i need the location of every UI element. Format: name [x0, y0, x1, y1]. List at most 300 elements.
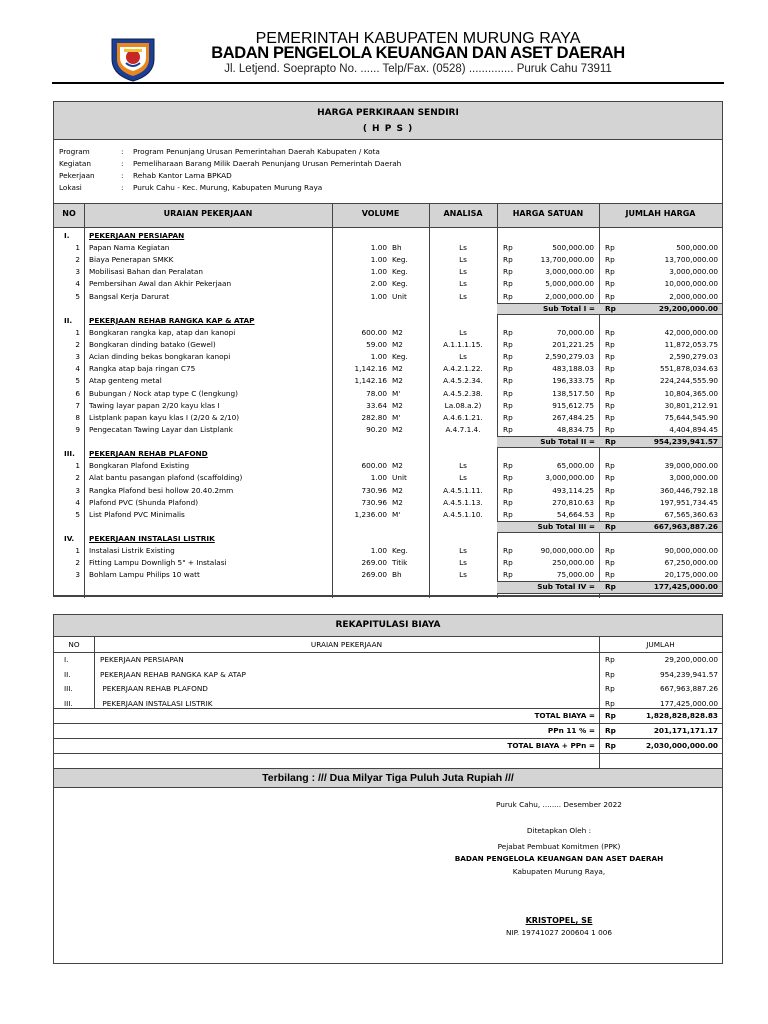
rekap-total-label: PPn 11 % = [547, 726, 595, 735]
terbilang-band [54, 768, 722, 788]
item-unit: M2 [392, 364, 403, 374]
item-price: 915,612.75 [552, 400, 594, 410]
item-price-currency: Rp [503, 461, 513, 471]
item-unit: Keg. [392, 546, 408, 556]
table-row [54, 278, 722, 290]
subtotal-row [54, 436, 722, 448]
item-total-currency: Rp [605, 388, 615, 398]
item-analisa: A.1.1.1.15. [443, 340, 483, 350]
sign-name: KRISTOPEL, SE [525, 916, 593, 925]
info-value: Pemeliharaan Barang Milik Daerah Penunjang Urusan Pemerintah Daerah [133, 159, 402, 168]
item-volume: 730.96 [361, 497, 387, 507]
item-total-currency: Rp [605, 509, 615, 519]
item-price-currency: Rp [503, 546, 513, 556]
item-desc: Pembersihan Awal dan Akhir Pekerjaan [89, 279, 232, 289]
rekap-table [53, 614, 723, 964]
item-no: 1 [75, 546, 80, 556]
table-row [54, 460, 722, 472]
rekap-no: III. [64, 698, 73, 708]
item-no: 7 [75, 400, 80, 410]
item-volume: 1.00 [370, 255, 387, 265]
item-desc: Bongkaran dinding batako (Gewel) [89, 340, 216, 350]
item-volume: 78.00 [366, 388, 387, 398]
item-desc: Bubungan / Nock atap type C (lengkung) [89, 388, 238, 398]
info-colon: : [121, 171, 124, 180]
item-total-currency: Rp [605, 546, 615, 556]
item-total-currency: Rp [605, 497, 615, 507]
table-row [54, 412, 722, 424]
item-price-currency: Rp [503, 388, 513, 398]
item-desc: Bongkaran rangka kap, atap dan kanopi [89, 327, 236, 337]
item-total: 30,801,212.91 [664, 400, 718, 410]
subtotal-row [54, 303, 722, 315]
rekap-amount: 29,200,000.00 [664, 655, 718, 664]
item-total-currency: Rp [605, 340, 615, 350]
item-total: 67,250,000.00 [664, 558, 718, 568]
item-volume: 59.00 [366, 340, 387, 350]
item-desc: Bongkaran Plafond Existing [89, 461, 190, 471]
item-analisa: Ls [459, 352, 467, 362]
rekap-col-header: JUMLAH [646, 640, 675, 649]
item-total: 10,804,365.00 [664, 388, 718, 398]
item-unit: Unit [392, 473, 407, 483]
item-total-currency: Rp [605, 461, 615, 471]
item-volume: 1,142.16 [354, 364, 387, 374]
item-total: 39,000,000.00 [664, 461, 718, 471]
sign-ditetapkan: Ditetapkan Oleh : [526, 826, 592, 835]
item-analisa: A.4.6.1.21. [443, 412, 483, 422]
item-unit: Bh [392, 243, 402, 253]
item-volume: 600.00 [361, 461, 387, 471]
item-price: 500,000.00 [552, 243, 594, 253]
item-price-currency: Rp [503, 558, 513, 568]
info-label: Pekerjaan [59, 171, 95, 180]
item-price: 267,484.25 [552, 412, 594, 422]
item-price: 13,700,000.00 [540, 255, 594, 265]
subtotal-label: Sub Total II = [540, 437, 595, 447]
item-price: 48,834.75 [556, 424, 594, 434]
header-line2: BADAN PENGELOLA KEUANGAN DAN ASET DAERAH [211, 44, 625, 62]
item-total: 3,000,000.00 [669, 267, 718, 277]
item-unit: Keg. [392, 279, 408, 289]
rekap-amount: 954,239,941.57 [659, 669, 718, 679]
item-desc: Atap genteng metal [89, 376, 162, 386]
item-total: 224,244,555.90 [659, 376, 718, 386]
item-price-currency: Rp [503, 424, 513, 434]
item-desc: Mobilisasi Bahan dan Peralatan [89, 267, 204, 277]
item-unit: M2 [392, 400, 403, 410]
item-unit: Titik [392, 558, 408, 568]
item-total-currency: Rp [605, 412, 615, 422]
item-unit: M2 [392, 327, 403, 337]
rekap-row [54, 683, 722, 695]
table-row [54, 291, 722, 303]
table-row [54, 375, 722, 387]
rekap-currency: Rp [605, 655, 615, 664]
info-colon: : [121, 159, 124, 168]
rekap-no: II. [64, 669, 71, 679]
item-no: 4 [75, 364, 80, 374]
item-total: 13,700,000.00 [664, 255, 718, 265]
item-volume: 1,236.00 [354, 509, 387, 519]
item-volume: 1,142.16 [354, 376, 387, 386]
item-total-currency: Rp [605, 243, 615, 253]
item-price-currency: Rp [503, 340, 513, 350]
info-label: Lokasi [59, 183, 82, 192]
item-analisa: A.4.5.1.13. [443, 497, 483, 507]
item-price: 196,333.75 [552, 376, 594, 386]
item-price-currency: Rp [503, 473, 513, 483]
rekap-amount: 667,963,887.26 [659, 684, 718, 693]
item-price-currency: Rp [503, 485, 513, 495]
item-analisa: Ls [459, 461, 467, 471]
rekap-total-currency: Rp [605, 711, 616, 720]
subtotal-currency: Rp [605, 582, 616, 592]
item-volume: 1.00 [370, 546, 387, 556]
item-price-currency: Rp [503, 279, 513, 289]
item-volume: 269.00 [361, 558, 387, 568]
item-price-currency: Rp [503, 570, 513, 580]
item-unit: M2 [392, 340, 403, 350]
item-unit: M2 [392, 497, 403, 507]
item-volume: 1.00 [370, 267, 387, 277]
item-price: 5,000,000.00 [545, 279, 594, 289]
item-total-currency: Rp [605, 291, 615, 301]
subtotal-label: Sub Total I = [542, 303, 595, 313]
item-total: 3,000,000.00 [669, 473, 718, 483]
item-total: 11,872,053.75 [664, 340, 718, 350]
item-volume: 1.00 [370, 243, 387, 253]
item-price: 270,810.63 [552, 497, 594, 507]
subtotal-currency: Rp [605, 303, 616, 313]
item-total: 75,644,545.90 [664, 412, 718, 422]
hps-table [53, 101, 723, 597]
item-no: 2 [75, 255, 80, 265]
item-price-currency: Rp [503, 352, 513, 362]
rekap-total-amount: 2,030,000,000.00 [645, 741, 718, 750]
item-total: 360,446,792.18 [659, 485, 718, 495]
item-analisa: A.4.7.1.4. [445, 424, 481, 434]
rekap-desc: PEKERJAAN REHAB PLAFOND [100, 684, 208, 693]
header-address: Jl. Letjend. Soeprapto No. ...... Telp/Fax. (0528) .............. Puruk Cahu 73911 [224, 63, 612, 75]
item-analisa: Ls [459, 279, 467, 289]
table-row [54, 424, 722, 436]
info-value: Puruk Cahu - Kec. Murung, Kabupaten Murung Raya [133, 183, 323, 192]
item-analisa: Ls [459, 558, 467, 568]
table-row [54, 557, 722, 569]
item-desc: Bohlam Lampu Philips 10 watt [89, 570, 200, 580]
item-price: 493,114.25 [552, 485, 594, 495]
item-desc: Tawing layar papan 2/20 kayu klas I [89, 400, 220, 410]
subtotal-amount: 177,425,000.00 [653, 582, 718, 592]
item-desc: Biaya Penerapan SMKK [89, 255, 174, 265]
item-analisa: Ls [459, 327, 467, 337]
table-row [54, 569, 722, 581]
item-no: 8 [75, 412, 80, 422]
item-analisa: Ls [459, 570, 467, 580]
item-analisa: Ls [459, 546, 467, 556]
item-volume: 90.20 [366, 424, 387, 434]
item-unit: Bh [392, 570, 402, 580]
item-unit: M' [392, 509, 401, 519]
item-total-currency: Rp [605, 255, 615, 265]
item-no: 2 [75, 558, 80, 568]
rekap-currency: Rp [605, 698, 615, 708]
info-value: Program Penunjang Urusan Pemerintahan Daerah Kabupaten / Kota [133, 147, 380, 156]
rekap-desc: PEKERJAAN PERSIAPAN [100, 655, 184, 664]
item-price-currency: Rp [503, 497, 513, 507]
item-analisa: A.4.5.2.38. [443, 388, 483, 398]
item-no: 3 [75, 267, 80, 277]
rekap-total-amount: 1,828,828,828.83 [645, 711, 718, 720]
table-row [54, 400, 722, 412]
rekap-total-label: TOTAL BIAYA = [534, 711, 595, 720]
item-no: 4 [75, 497, 80, 507]
item-total-currency: Rp [605, 376, 615, 386]
item-price-currency: Rp [503, 291, 513, 301]
item-total-currency: Rp [605, 327, 615, 337]
hps-col-header: NO [62, 209, 76, 218]
item-unit: Keg. [392, 352, 408, 362]
item-price: 201,221.25 [552, 340, 594, 350]
subtotal-label: Sub Total IV = [537, 582, 595, 592]
item-desc: Alat bantu pasangan plafond (scaffolding) [89, 473, 243, 483]
item-total-currency: Rp [605, 424, 615, 434]
item-total-currency: Rp [605, 558, 615, 568]
table-row [54, 242, 722, 254]
table-row [54, 545, 722, 557]
item-desc: Acian dinding bekas bongkaran kanopi [89, 352, 231, 362]
header-divider [52, 82, 724, 84]
section-title: PEKERJAAN INSTALASI LISTRIK [89, 534, 215, 543]
item-price: 2,590,279.03 [545, 352, 594, 362]
rekap-amount: 177,425,000.00 [659, 698, 718, 708]
item-total: 197,951,734.45 [659, 497, 718, 507]
item-no: 1 [75, 327, 80, 337]
section-roman: I. [64, 231, 70, 240]
item-price-currency: Rp [503, 509, 513, 519]
item-no: 5 [75, 376, 80, 386]
item-price-currency: Rp [503, 267, 513, 277]
item-desc: List Plafond PVC Minimalis [89, 509, 185, 519]
item-unit: Keg. [392, 255, 408, 265]
hps-title: HARGA PERKIRAAN SENDIRI [317, 108, 459, 118]
item-total-currency: Rp [605, 364, 615, 374]
section-header [54, 230, 722, 242]
item-no: 6 [75, 388, 80, 398]
terbilang-text: Terbilang : /// Dua Milyar Tiga Puluh Juta Rupiah /// [262, 772, 514, 784]
item-price-currency: Rp [503, 412, 513, 422]
item-total: 2,590,279.03 [669, 352, 718, 362]
hps-title-band [54, 102, 722, 140]
item-no: 4 [75, 279, 80, 289]
rekap-total-row [54, 710, 722, 722]
item-no: 5 [75, 291, 80, 301]
section-roman: IV. [64, 534, 75, 543]
item-unit: M2 [392, 424, 403, 434]
item-desc: Instalasi Listrik Existing [89, 546, 175, 556]
sign-nip: NIP. 19741027 200604 1 006 [505, 928, 613, 937]
item-total: 42,000,000.00 [664, 327, 718, 337]
section-roman: II. [64, 315, 73, 325]
item-unit: M2 [392, 376, 403, 386]
item-total-currency: Rp [605, 570, 615, 580]
rekap-title: REKAPITULASI BIAYA [335, 620, 441, 630]
table-row [54, 327, 722, 339]
table-row [54, 509, 722, 521]
item-volume: 1.00 [370, 291, 387, 301]
item-unit: M2 [392, 461, 403, 471]
item-no: 3 [75, 352, 80, 362]
item-volume: 600.00 [361, 327, 387, 337]
item-no: 5 [75, 509, 80, 519]
item-total-currency: Rp [605, 485, 615, 495]
item-price: 65,000.00 [556, 461, 594, 471]
table-row [54, 254, 722, 266]
item-unit: M2 [392, 485, 403, 495]
section-title: PEKERJAAN PERSIAPAN [89, 231, 185, 240]
subtotal-row [54, 581, 722, 593]
item-total: 67,565,360.63 [664, 509, 718, 519]
item-volume: 269.00 [361, 570, 387, 580]
item-desc: Listplank papan kayu klas I (2/20 & 2/10) [89, 412, 240, 422]
rekap-currency: Rp [605, 669, 615, 679]
subtotal-label: Sub Total III = [537, 521, 595, 531]
item-analisa: Ls [459, 243, 467, 253]
hps-col-header: HARGA SATUAN [512, 209, 584, 218]
hps-col-header: ANALISA [443, 209, 483, 218]
rekap-no: I. [64, 655, 69, 664]
item-total-currency: Rp [605, 279, 615, 289]
sign-region: Kabupaten Murung Raya, [512, 867, 606, 876]
item-total-currency: Rp [605, 400, 615, 410]
table-row [54, 388, 722, 400]
item-desc: Rangka atap baja ringan C75 [89, 364, 196, 374]
item-desc: Fitting Lampu Downligh 5" + Instalasi [89, 558, 227, 568]
section-header [54, 315, 722, 327]
section-header [54, 448, 722, 460]
item-no: 9 [75, 424, 80, 434]
table-row [54, 351, 722, 363]
rekap-col-header: URAIAN PEKERJAAN [310, 640, 383, 649]
item-total: 90,000,000.00 [664, 546, 718, 556]
info-colon: : [121, 147, 124, 156]
item-volume: 1.00 [370, 352, 387, 362]
section-header [54, 533, 722, 545]
subtotal-currency: Rp [605, 521, 616, 531]
item-desc: Plafond PVC (Shunda Plafond) [89, 497, 199, 507]
rekap-desc: PEKERJAAN INSTALASI LISTRIK [100, 698, 213, 708]
rekap-total-row [54, 740, 722, 752]
item-analisa: A.4.5.1.11. [443, 485, 483, 495]
item-desc: Pengecatan Tawing Layar dan Listplank [89, 424, 233, 434]
item-price: 3,000,000.00 [545, 473, 594, 483]
sign-place-date: Puruk Cahu, ........ Desember 2022 [496, 800, 622, 809]
rekap-total-label: TOTAL BIAYA + PPn = [507, 741, 595, 750]
info-value: Rehab Kantor Lama BPKAD [133, 171, 232, 180]
subtotal-currency: Rp [605, 437, 616, 447]
item-total: 2,000,000.00 [669, 291, 718, 301]
item-price: 70,000.00 [556, 327, 594, 337]
rekap-title-band [54, 615, 722, 637]
subtotal-amount: 29,200,000.00 [658, 303, 718, 313]
item-price-currency: Rp [503, 364, 513, 374]
table-row [54, 363, 722, 375]
table-row [54, 266, 722, 278]
subtotal-amount: 667,963,887.26 [653, 521, 718, 531]
item-unit: M' [392, 388, 401, 398]
header-line1: PEMERINTAH KABUPATEN MURUNG RAYA [255, 30, 581, 47]
table-row [54, 339, 722, 351]
hps-col-header: VOLUME [361, 209, 400, 218]
item-total-currency: Rp [605, 352, 615, 362]
item-price: 483,188.03 [552, 364, 594, 374]
item-total-currency: Rp [605, 473, 615, 483]
item-analisa: Ls [459, 267, 467, 277]
item-total-currency: Rp [605, 267, 615, 277]
item-no: 3 [75, 570, 80, 580]
item-price-currency: Rp [503, 327, 513, 337]
item-analisa: Ls [459, 291, 467, 301]
item-desc: Papan Nama Kegiatan [89, 243, 170, 253]
item-total: 10,000,000.00 [664, 279, 718, 289]
item-price-currency: Rp [503, 376, 513, 386]
hps-col-header: URAIAN PEKERJAAN [163, 209, 253, 218]
item-volume: 282.80 [361, 412, 387, 422]
item-total: 4,404,894.45 [669, 424, 718, 434]
item-volume: 33.64 [366, 400, 387, 410]
item-analisa: Ls [459, 473, 467, 483]
item-price: 3,000,000.00 [545, 267, 594, 277]
item-no: 2 [75, 473, 80, 483]
item-price: 54,664.53 [556, 509, 594, 519]
table-row [54, 472, 722, 484]
item-volume: 2.00 [370, 279, 387, 289]
item-desc: Rangka Plafond besi hollow 20.40.2mm [89, 485, 234, 495]
item-analisa: Ls [459, 255, 467, 265]
item-volume: 730.96 [361, 485, 387, 495]
item-desc: Bangsal Kerja Darurat [89, 291, 170, 301]
rekap-no: III. [64, 684, 73, 693]
table-row [54, 497, 722, 509]
item-analisa: A.4.5.1.10. [443, 509, 483, 519]
hps-col-header: JUMLAH HARGA [625, 209, 696, 218]
table-row [54, 485, 722, 497]
item-no: 2 [75, 340, 80, 350]
info-label: Program [59, 147, 90, 156]
rekap-total-currency: Rp [605, 741, 616, 750]
item-analisa: A.4.2.1.22. [443, 364, 483, 374]
rekap-total-amount: 201,171,171.17 [653, 726, 718, 735]
item-total: 500,000.00 [676, 243, 718, 253]
item-unit: Unit [392, 291, 407, 301]
rekap-total-row [54, 725, 722, 737]
item-unit: Keg. [392, 267, 408, 277]
rekap-row [54, 669, 722, 681]
item-price-currency: Rp [503, 243, 513, 253]
item-analisa: A.4.5.2.34. [443, 376, 483, 386]
item-analisa: La.08.a.2) [444, 400, 482, 410]
item-total: 551,878,034.63 [659, 364, 718, 374]
rekap-currency: Rp [605, 684, 615, 693]
rekap-desc: PEKERJAAN REHAB RANGKA KAP & ATAP [100, 669, 246, 679]
rekap-row [54, 654, 722, 666]
info-colon: : [121, 183, 124, 192]
item-no: 1 [75, 461, 80, 471]
item-no: 3 [75, 485, 80, 495]
item-volume: 1.00 [370, 473, 387, 483]
item-price: 90,000,000.00 [540, 546, 594, 556]
